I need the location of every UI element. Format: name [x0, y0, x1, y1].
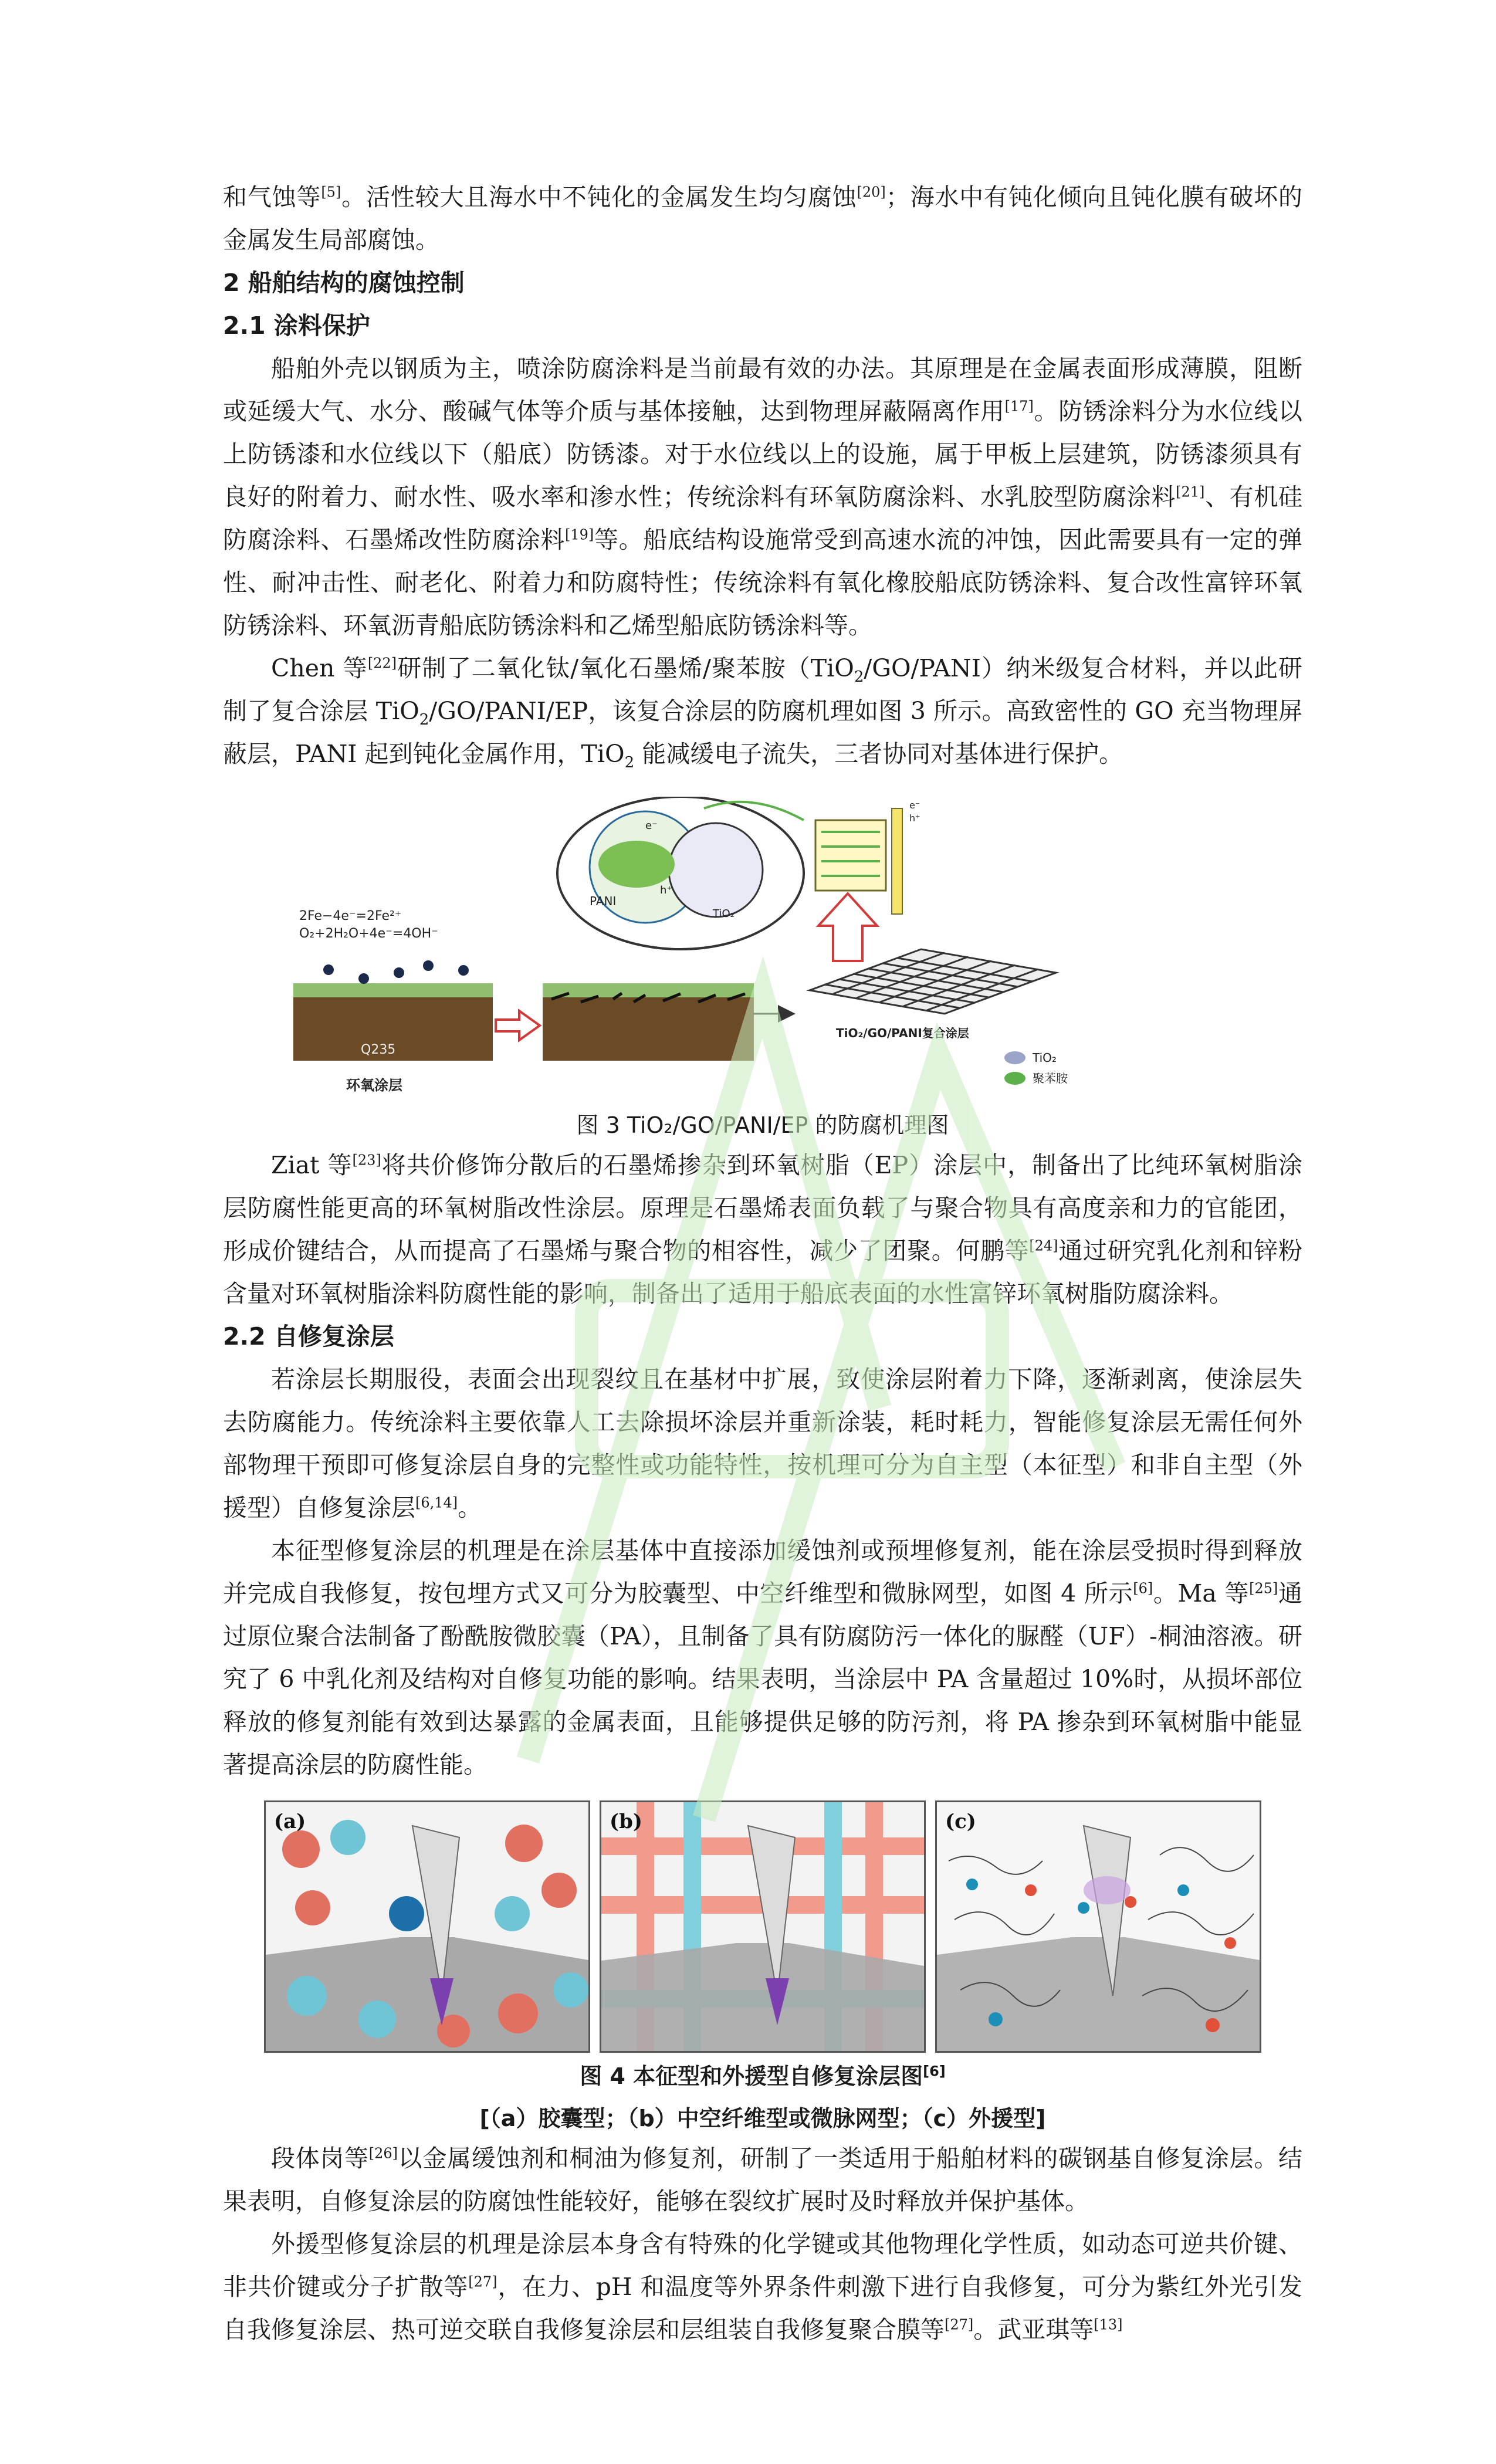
coating-label: 环氧涂层 [346, 1077, 402, 1094]
arrow-right-icon [496, 1011, 540, 1040]
panel-a-label: (a) [274, 1810, 306, 1833]
figure-4-subcaption: [（a）胶囊型；（b）中空纤维型或微脉网型；（c）外援型] [479, 2106, 1046, 2131]
hole-legend: h⁺ [909, 813, 920, 824]
hole-label: h⁺ [660, 884, 672, 896]
steel-substrate [543, 996, 754, 1061]
composite-label: TiO₂/GO/PANI复合涂层 [836, 1026, 969, 1040]
legend-tio2-label: TiO₂ [1033, 1051, 1057, 1065]
paragraph: 和气蚀等[5]。活性较大且海水中不钝化的金属发生均匀腐蚀[20]；海水中有钝化倾向且钝化膜有破坏的金属发生局部腐蚀。 [223, 183, 1303, 254]
column-bar [892, 808, 902, 914]
paragraph: 船舶外壳以钢质为主，喷涂防腐涂料是当前最有效的办法。其原理是在金属表面形成薄膜，阻断或延缓大气、水分、酸碱气体等介质与基体接触，达到物理屏蔽隔离作用[17]。防锈涂料分为水位线以上防锈漆和水位线以下（船底）防锈漆。对于水位线以上的设施，属于甲板上层建筑，防锈漆须具有良好的附着力、耐水性、吸水率和渗水性；传统涂料有环氧防腐涂料、水乳胶型防腐涂料[21]、有机硅防腐涂料、石墨烯改性防腐涂料[19]等。船底结构设施常受到高速水流的冲蚀，因此需要具有一定的弹性、耐冲击性、耐老化、附着力和防腐特性；传统涂料有氧化橡胶船底防锈涂料、复合改性富锌环氧防锈涂料、环氧沥青船底防锈涂料和乙烯型船底防锈涂料等。 [223, 354, 1303, 639]
pani-core [598, 841, 675, 888]
reaction-equation: 2Fe−4e⁻=2Fe²⁺ [299, 909, 402, 923]
composite-coating-layer [543, 983, 754, 997]
legend-pani-marker [1004, 1072, 1025, 1085]
pani-label: PANI [590, 894, 617, 908]
tio2-particle [669, 823, 763, 917]
extrinsic-type-illustration [937, 1802, 1261, 2051]
figure-3 [293, 797, 1232, 1102]
paragraph: 段体岗等[26]以金属缓蚀剂和桐油为修复剂，研制了一类适用于船舶材料的碳钢基自修复涂层。结果表明，自修复涂层的防腐蚀性能较好，能够在裂纹扩展时及时释放并保护基体。 [223, 2144, 1303, 2215]
oxygen-particles [323, 960, 469, 984]
paragraph: Ziat 等[23]将共价修饰分散后的石墨烯掺杂到环氧树脂（EP）涂层中，制备出了比纯环氧树脂涂层防腐性能更高的环氧树脂改性涂层。原理是石墨烯表面负载了与聚合物具有高度亲和力的官能团，形成价键结合，从而提高了石墨烯与聚合物的相容性，减少了团聚。何鹏等[24]通过研究乳化剂和锌粉含量对环氧树脂涂料防腐性能的影响，制备出了适用于船底表面的水性富锌环氧树脂防腐涂料。 [223, 1151, 1302, 1308]
electron-label: e⁻ [645, 820, 658, 832]
legend-tio2-marker [1004, 1051, 1025, 1064]
paragraph: 外援型修复涂层的机理是涂层本身含有特殊的化学键或其他物理化学性质，如动态可逆共价键、非共价键或分子扩散等[27]，在力、pH 和温度等外界条件刺激下进行自我修复，可分为紫红外光引发自我修复涂层、热可逆交联自我修复涂层和层组装自我修复聚合膜等[27]。武亚琪等[13] [223, 2230, 1303, 2344]
reaction-equation: O₂+2H₂O+4e⁻=4OH⁻ [299, 926, 438, 941]
panel-c-label: (c) [945, 1810, 976, 1833]
epoxy-coating-layer [293, 983, 493, 997]
capsule-type-illustration [266, 1802, 590, 2051]
panel-b-label: (b) [610, 1810, 642, 1833]
paragraph: Chen 等[22]研制了二氧化钛/氧化石墨烯/聚苯胺（TiO$_2$/GO/PANI）纳米级复合材料，并以此研制了复合涂层 TiO$_2$/GO/PANI/EP，该复合涂层的防腐机理如图 3 所示。高致密性的 GO 充当物理屏蔽层，PANI 起到钝化金属作用，TiO$_2$ 能减缓电子流失，三者协同对基体进行保护。 [223, 654, 1303, 772]
figure-4-panel-a [264, 1800, 590, 2053]
hollow-fiber-illustration [601, 1802, 926, 2051]
arrow-up-icon [818, 893, 877, 961]
paper-page [223, 176, 1302, 2351]
figure-3-diagram [293, 797, 1232, 1102]
legend-pani-label: 聚苯胺 [1033, 1071, 1068, 1085]
figure-4-caption: 图 4 本征型和外援型自修复涂层图[6] [580, 2063, 946, 2089]
subsection-heading: 2.1 涂料保护 [223, 312, 370, 340]
subsection-heading: 2.2 自修复涂层 [223, 1322, 394, 1351]
paragraph: 本征型修复涂层的机理是在涂层基体中直接添加缓蚀剂或预埋修复剂，能在涂层受损时得到释放并完成自我修复，按包埋方式又可分为胶囊型、中空纤维型和微脉网型，如图 4 所示[6]。Ma 等[25]通过原位聚合法制备了酚酰胺微胶囊（PA），且制备了具有防腐防污一体化的脲醛（UF）-桐油溶液。研究了 6 中乳化剂及结构对自修复功能的影响。结果表明，当涂层中 PA 含量超过 10%时，从损坏部位释放的修复剂能有效到达暴露的金属表面，且能够提供足够的防污剂，将 PA 掺杂到环氧树脂中能显著提高涂层的防腐性能。 [223, 1536, 1302, 1779]
electron-legend: e⁻ [909, 800, 920, 811]
section-heading: 2 船舶结构的腐蚀控制 [223, 269, 465, 297]
steel-label: Q235 [361, 1043, 396, 1057]
figure-4-panel-c [935, 1800, 1261, 2053]
figure-3-caption: 图 3 TiO₂/GO/PANI/EP 的防腐机理图 [576, 1112, 949, 1138]
figure-4 [264, 1800, 1261, 2053]
tio2-label: TiO₂ [713, 908, 735, 920]
paragraph: 若涂层长期服役，表面会出现裂纹且在基材中扩展，致使涂层附着力下降，逐渐剥离，使涂层失去防腐能力。传统涂料主要依靠人工去除损坏涂层并重新涂装，耗时耗力，智能修复涂层无需任何外部物理干预即可修复涂层自身的完整性或功能特性，按机理可分为自主型（本征型）和非自主型（外援型）自修复涂层[6,14]。 [223, 1365, 1302, 1522]
figure-4-panel-b [600, 1800, 926, 2053]
